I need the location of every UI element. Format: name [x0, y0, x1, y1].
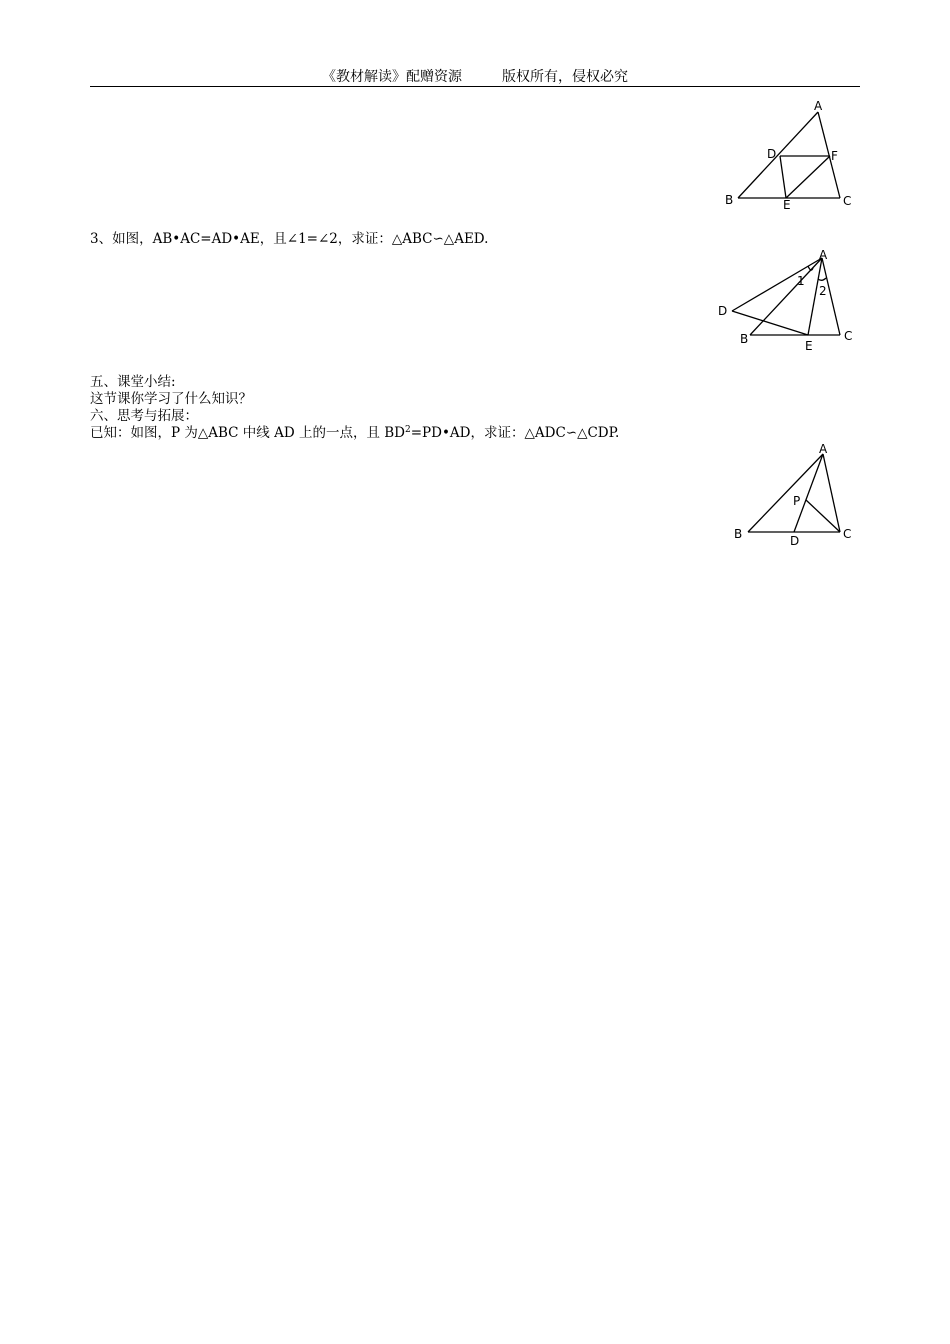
fig2-label-d: D — [718, 304, 728, 318]
fig3-side-ac — [823, 454, 840, 532]
fig2-angle-label-2: 2 — [819, 284, 827, 298]
header-divider — [90, 86, 860, 87]
fig3-label-d: D — [790, 534, 800, 548]
fig3-label-b: B — [734, 527, 743, 541]
fig3-side-ab — [748, 454, 823, 532]
figure-2 — [712, 243, 862, 358]
extension-problem — [90, 425, 619, 441]
fig1-segment-ef — [786, 156, 830, 198]
extension-text-start: 已知：如图，P 为△ABC 中线 AD 上的一点，且 BD — [90, 425, 405, 441]
header-left: 《教材解读》配赠资源 — [321, 69, 462, 85]
fig2-label-c: C — [844, 329, 853, 343]
fig3-label-c: C — [843, 527, 852, 541]
fig1-label-f: F — [831, 149, 838, 163]
summary-heading: 五、课堂小结: — [90, 374, 176, 390]
summary-question: 这节课你学习了什么知识？ — [90, 391, 252, 407]
fig3-segment-pc — [806, 500, 840, 532]
extension-text-end: =PD•AD，求证：△ADC∽△CDP. — [410, 425, 620, 441]
fig1-label-d: D — [767, 147, 777, 161]
fig1-side-ab — [738, 112, 818, 198]
fig1-segment-de — [780, 156, 786, 198]
fig1-label-b: B — [725, 193, 734, 207]
fig3-median-ad — [794, 454, 823, 532]
extension-superscript: 2 — [405, 425, 411, 435]
fig3-label-p: P — [793, 494, 801, 508]
fig2-angle-mark-2 — [818, 278, 826, 280]
extension-heading: 六、思考与拓展： — [90, 408, 198, 424]
fig2-label-a: A — [819, 248, 828, 262]
fig3-label-a: A — [819, 442, 828, 456]
fig1-label-a: A — [814, 99, 823, 113]
problem-3-text: 3、如图，AB•AC=AD•AE，且∠1=∠2，求证：△ABC∽△AED. — [90, 231, 489, 247]
fig1-label-e: E — [783, 198, 791, 212]
header-right: 版权所有，侵权必究 — [502, 69, 629, 85]
fig2-angle-label-1: 1 — [797, 274, 805, 288]
fig2-label-b: B — [740, 332, 749, 346]
figure-1 — [718, 98, 863, 213]
fig2-label-e: E — [805, 339, 813, 353]
page-header — [90, 66, 860, 86]
fig1-label-c: C — [843, 194, 852, 208]
figure-3 — [720, 438, 865, 553]
